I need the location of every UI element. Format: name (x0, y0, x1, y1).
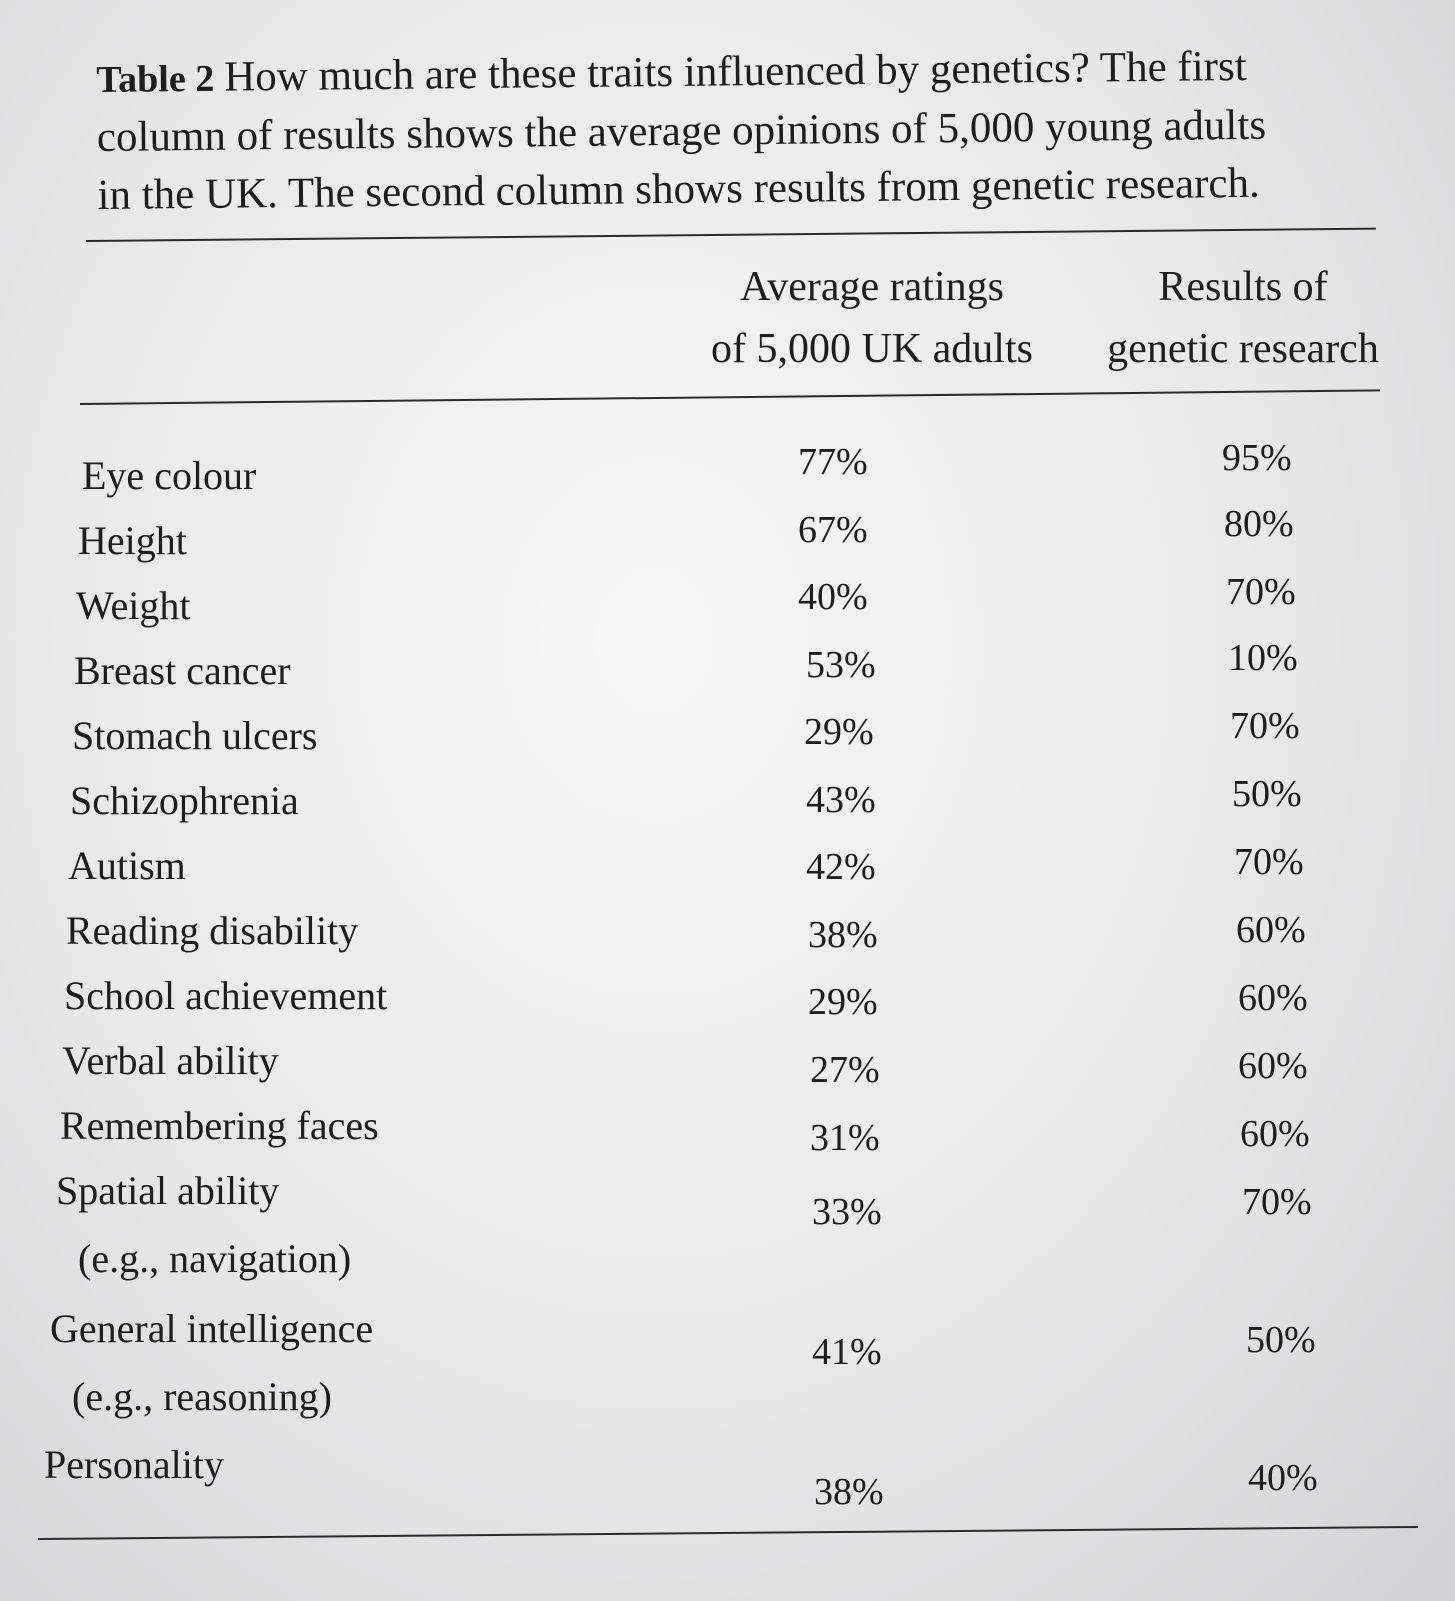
research-result-cell: 80% (1224, 503, 1294, 545)
research-result-cell: 95% (1222, 437, 1292, 479)
top-rule (86, 228, 1376, 242)
average-rating-cell: 67% (798, 509, 868, 551)
research-result-cell: 60% (1238, 1045, 1308, 1087)
trait-name: Stomach ulcers (72, 713, 318, 758)
average-rating-cell: 42% (806, 846, 876, 888)
trait-name: Spatial ability (56, 1168, 280, 1213)
average-rating-cell: 53% (806, 644, 876, 686)
trait-name: Weight (76, 583, 191, 628)
trait-name: Verbal ability (62, 1038, 279, 1083)
table-caption (96, 37, 1378, 225)
trait-name: Remembering faces (60, 1103, 379, 1148)
trait-name: Height (78, 518, 187, 563)
average-rating-cell: 29% (804, 711, 874, 753)
trait-name: Breast cancer (74, 648, 291, 693)
research-result-cell: 70% (1230, 705, 1300, 747)
research-result-cell: 40% (1248, 1457, 1318, 1499)
trait-name: Autism (68, 843, 186, 888)
research-result-cell: 10% (1228, 637, 1298, 679)
caption-line-3: in the UK. The second column shows results from genetic research. (97, 159, 1260, 219)
trait-example: (e.g., reasoning) (72, 1374, 332, 1419)
caption-line-1: Table 2 How much are these traits influenced by genetics? The first (96, 42, 1247, 101)
average-rating-cell: 38% (808, 914, 878, 956)
research-result-cell: 70% (1234, 841, 1304, 883)
research-result-cell: 50% (1232, 773, 1302, 815)
trait-name: General intelligence (50, 1306, 374, 1351)
trait-example: (e.g., navigation) (78, 1236, 352, 1281)
column-header-research: Results of genetic research (1107, 264, 1379, 372)
research-result-cell: 60% (1238, 977, 1308, 1019)
average-rating-cell: 77% (798, 441, 868, 483)
average-rating-cell: 43% (806, 779, 876, 821)
average-rating-cell: 38% (814, 1471, 884, 1513)
research-result-cell: 60% (1236, 909, 1306, 951)
average-rating-cell: 29% (808, 981, 878, 1023)
research-result-cell: 60% (1240, 1113, 1310, 1155)
table-label: Table 2 (96, 57, 215, 101)
trait-name: Personality (44, 1442, 224, 1487)
trait-name: School achievement (64, 973, 388, 1018)
average-rating-cell: 40% (798, 576, 868, 618)
average-rating-cell: 27% (810, 1049, 880, 1091)
average-rating-cell: 41% (812, 1331, 882, 1373)
column-header-average: Average ratings of 5,000 UK adults (711, 264, 1033, 372)
header-rule (80, 389, 1380, 405)
research-result-cell: 70% (1226, 571, 1296, 613)
trait-name: Reading disability (66, 908, 359, 953)
caption-line-2: column of results shows the average opinions of 5,000 young adults (96, 101, 1267, 161)
research-result-cell: 50% (1246, 1319, 1316, 1361)
average-rating-cell: 33% (812, 1191, 882, 1233)
bottom-rule (38, 1526, 1418, 1540)
research-result-cell: 70% (1242, 1181, 1312, 1223)
trait-name: Schizophrenia (70, 778, 299, 823)
average-rating-cell: 31% (810, 1117, 880, 1159)
trait-name: Eye colour (82, 453, 257, 498)
